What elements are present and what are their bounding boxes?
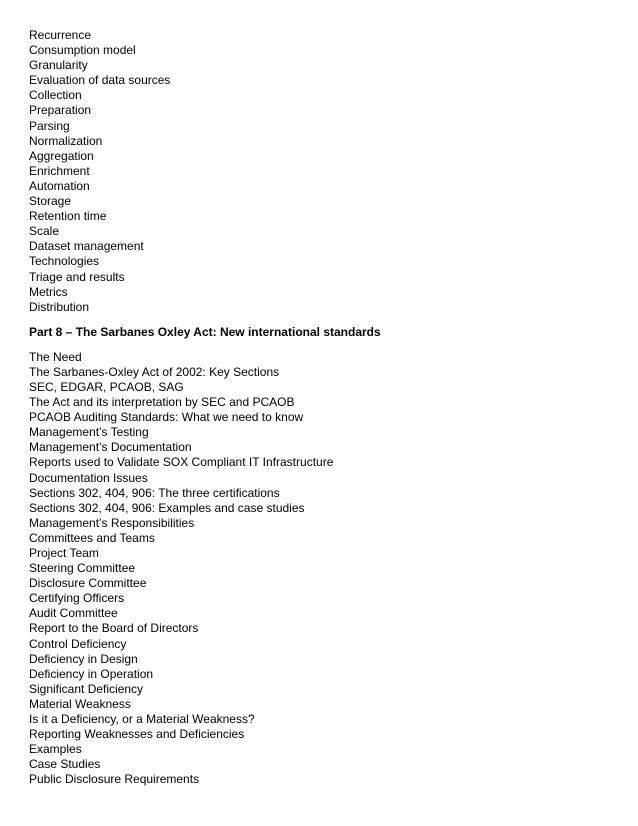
list-item: Case Studies: [29, 757, 101, 772]
list-item: Report to the Board of Directors: [29, 621, 199, 636]
list-item: Retention time: [29, 209, 107, 224]
list-item: Deficiency in Operation: [29, 666, 154, 681]
list-item: Certifying Officers: [29, 591, 125, 606]
list-item: The Need: [29, 349, 82, 364]
list-item: Recurrence: [29, 28, 92, 42]
list-item: Storage: [29, 194, 72, 209]
list-item: Audit Committee: [29, 606, 118, 621]
topic-list-section-8: [29, 350, 619, 788]
document-page: [29, 28, 619, 788]
list-item: Public Disclosure Requirements: [29, 772, 200, 787]
list-item: Management’s Responsibilities: [29, 515, 195, 530]
list-item: Preparation: [29, 103, 92, 118]
list-item: Disclosure Committee: [29, 576, 147, 591]
list-item: Deficiency in Design: [29, 651, 138, 666]
list-item: Metrics: [29, 284, 68, 299]
list-item: Examples: [29, 742, 82, 757]
list-item: Sections 302, 404, 906: The three certifications: [29, 485, 280, 500]
list-item: Reporting Weaknesses and Deficiencies: [29, 727, 245, 742]
list-item: Significant Deficiency: [29, 681, 144, 696]
topic-list-top: [29, 28, 619, 315]
list-item: Triage and results: [29, 269, 125, 284]
list-item: Project Team: [29, 546, 99, 560]
list-item: Enrichment: [29, 163, 90, 178]
list-item: The Act and its interpretation by SEC and PCAOB: [29, 395, 295, 410]
list-item: Management’s Testing: [29, 425, 149, 440]
list-item: Material Weakness: [29, 696, 131, 711]
list-item: Parsing: [29, 118, 70, 133]
list-item: SEC, EDGAR, PCAOB, SAG: [29, 379, 184, 394]
list-item: Dataset management: [29, 239, 144, 254]
list-item: Is it a Deficiency, or a Material Weakness?: [29, 712, 255, 727]
list-item: The Sarbanes-Oxley Act of 2002: Key Sections: [29, 364, 280, 379]
list-item: Collection: [29, 88, 82, 103]
list-item: Documentation Issues: [29, 470, 148, 485]
list-item: Control Deficiency: [29, 636, 127, 651]
list-item: Scale: [29, 224, 60, 239]
list-item: Evaluation of data sources: [29, 73, 171, 88]
list-item: Distribution: [29, 299, 90, 314]
list-item: PCAOB Auditing Standards: What we need to know: [29, 410, 304, 425]
list-item: Committees and Teams: [29, 530, 155, 545]
list-item: Sections 302, 404, 906: Examples and case studies: [29, 500, 305, 515]
section-heading: Part 8 – The Sarbanes Oxley Act: New international standards: [29, 324, 381, 339]
list-item: Granularity: [29, 58, 88, 73]
list-item: Aggregation: [29, 148, 94, 163]
list-item: Technologies: [29, 254, 100, 269]
list-item: Normalization: [29, 133, 103, 148]
list-item: Automation: [29, 178, 90, 193]
list-item: Consumption model: [29, 43, 136, 58]
list-item: Management’s Documentation: [29, 440, 192, 455]
list-item: Reports used to Validate SOX Compliant IT Infrastructure: [29, 455, 334, 470]
list-item: Steering Committee: [29, 561, 136, 576]
